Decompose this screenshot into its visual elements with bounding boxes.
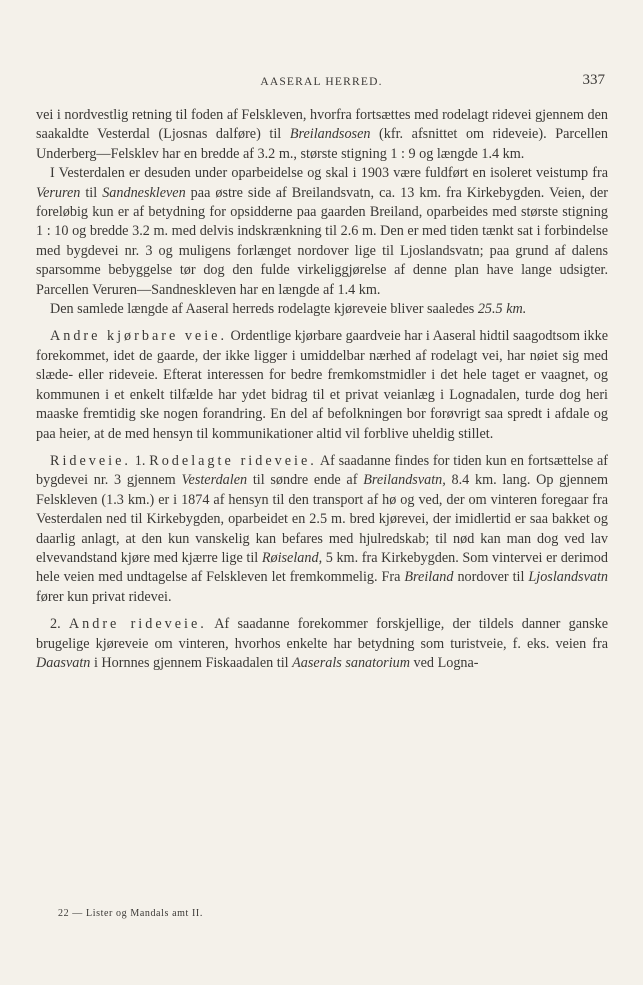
paragraph-5 xyxy=(36,452,608,607)
text-run: I Vesterdalen er desuden under oparbeidelse og skal i 1903 være fuldført en isoleret veistump fra xyxy=(50,165,608,182)
page-header xyxy=(36,72,607,94)
text-run: Den samlede længde af Aaseral herreds rodelagte kjøreveie bliver saaledes xyxy=(50,301,478,318)
total-length: 25.5 km. xyxy=(477,301,527,318)
section-heading: Rideveie. xyxy=(50,452,131,469)
section-heading: Andre kjørbare veie. xyxy=(50,328,227,345)
text-run: vei i nordvestlig retning til foden af Felskleven, hvorfra fortsættes med rodelagt ridevei gjennem den saakaldte Vesterdal (Ljosnas dalføre) til xyxy=(36,107,608,143)
text-run: ved Logna- xyxy=(409,654,479,671)
text-run: Af saadanne forekommer forskjellige, der tildels danner ganske brugelige kjøreveie om vinteren, hvorhos enkelte har betydning som turistveie, f. eks. veien fra xyxy=(36,616,609,652)
subsection-heading: Andre rideveie. xyxy=(68,616,207,633)
paragraph-1 xyxy=(36,106,608,164)
section-number: 2. xyxy=(50,616,69,633)
text-run: 8.4 km. lang. Op gjennem Felskleven (1.3 km.) er i 1874 af hensyn til den transport af hø og ved, der om vinteren foregaar fra Vesterdalen ned til Kirkebygden, oparbeidet en 2.5 m. bred kjørevei, der imidlertid er saa bakket og daarlig anlagt, at den kun vanskelig kan befares med hjulredskab; til nød kan man dog ved lav elvevandstand kjøre med kjærre lige til xyxy=(36,472,609,566)
place-name: Røiseland, xyxy=(261,549,323,566)
running-title: AASERAL HERRED. xyxy=(260,76,383,88)
text-run: (kfr. afsnittet om rideveie). Parcellen Underberg—Felsklev har en bredde af 3.2 m., største stigning 1 : 9 og længde 1.4 km. xyxy=(36,126,608,162)
text-run: nordover til xyxy=(453,569,529,586)
text-run: til xyxy=(80,184,103,201)
text-run: i Hornnes gjennem Fiskaadalen til xyxy=(90,654,293,671)
paragraph-4 xyxy=(36,327,608,443)
place-name: Veruren xyxy=(36,184,81,201)
place-name: Breilandsosen xyxy=(289,126,371,143)
paragraph-3 xyxy=(36,300,608,319)
section-number: 1. xyxy=(130,452,150,469)
text-run: 5 km. fra Kirkebygden. Som vintervei er derimod hele veien med undtagelse af Felskleven let fremkommelig. Fra xyxy=(36,549,608,586)
paragraph-2 xyxy=(36,164,608,300)
place-name: Breilandsvatn, xyxy=(363,472,446,489)
place-name: Breiland xyxy=(404,569,454,586)
body-text xyxy=(36,106,608,673)
subsection-heading: Rodelagte rideveie. xyxy=(149,452,317,469)
printer-signature: 22 — Lister og Mandals amt II. xyxy=(58,908,203,919)
page-number: 337 xyxy=(582,72,605,88)
place-name: Vesterdalen xyxy=(181,472,248,489)
text-run: Ordentlige kjørbare gaardveie har i Aaseral hidtil saagodtsom ikke forekommet, idet de gaarde, der ikke ligger i umiddelbar nærhed af rodelagt vei, har nøiet sig med slæde- eller rideveie. Efterat interessen for bedre fremkomstmidler i det hele taget er vaagnet, og kommunen i et enkelt tilfælde har ydet bidrag til et privat veianlæg i Lognadalen, turde dog heri maaske fremtidig ske nogen forandring. En del af befolkningen bor forøvrigt saa spredt i afdale og paa heier, at de med hensyn til kommunikationer altid vil forblive uheldig stillet. xyxy=(36,328,608,442)
text-run: til søndre ende af xyxy=(247,472,364,489)
text-run: paa østre side af Breilandsvatn, ca. 13 km. fra Kirkebygden. Veien, der foreløbig kun er af betydning for opsidderne paa gaarden Breiland, oparbeides med største stigning 1 : 10 og bredde 3.2 m. med delvis indskrænkning til 2.6 m. Den er med tiden tænkt sat i forbindelse med bygdevei nr. 3 og muligens forlænget nordover lige til Ljoslandsvatn; paa grund af dalens sparsomme bebyggelse tør dog den fulde virkeliggjørelse af denne plan have lange udsigter. Parcellen Veruren—Sandneskleven har en længde af 1.4 km. xyxy=(36,184,609,298)
place-name: Daasvatn xyxy=(36,654,91,671)
paragraph-6 xyxy=(36,615,608,673)
place-name: Aaserals sanatorium xyxy=(292,654,410,671)
text-run: fører kun privat ridevei. xyxy=(36,588,172,605)
place-name: Ljoslandsvatn xyxy=(528,569,608,586)
place-name: Sandneskleven xyxy=(102,184,186,201)
text-run: Af saadanne findes for tiden kun en fortsættelse af bygdevei nr. 3 gjennem xyxy=(36,452,608,489)
